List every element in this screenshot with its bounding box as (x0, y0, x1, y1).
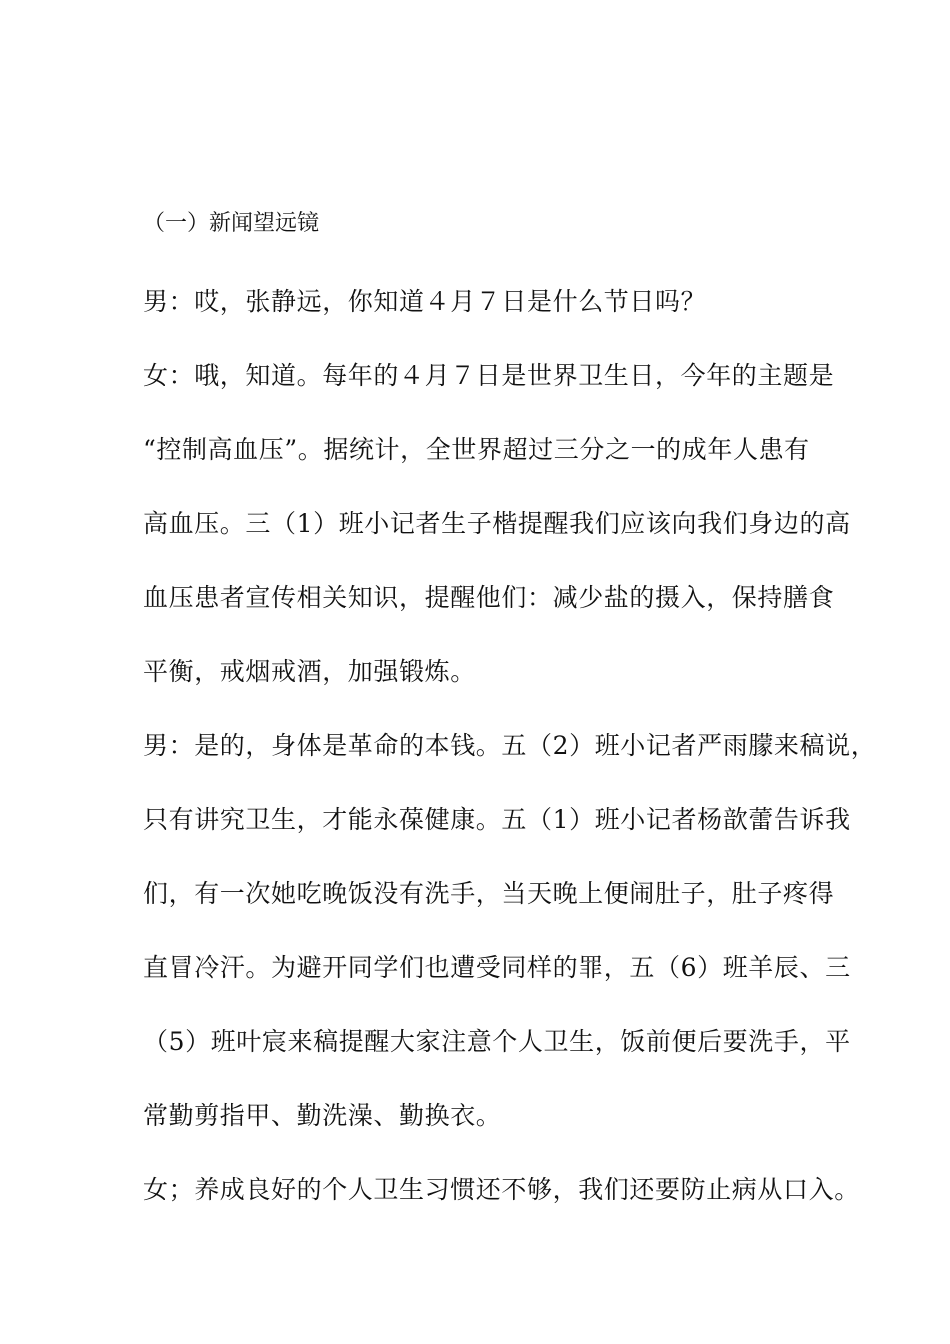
document-body (143, 204, 877, 1244)
paragraph-line-1: 男：哎，张静远，你知道４月７日是什么节日吗？ (143, 287, 707, 316)
paragraph-line-8: 只有讲究卫生，才能永葆健康。五（1）班小记者杨歆蕾告诉我 (143, 805, 851, 834)
paragraph-line-2: 女：哦，知道。每年的４月７日是世界卫生日，今年的主题是 (143, 361, 835, 390)
paragraph-line-6: 平衡，戒烟戒酒，加强锻炼。 (143, 657, 476, 686)
paragraph-line-11: （5）班叶宸来稿提醒大家注意个人卫生，饭前便后要洗手，平 (143, 1027, 851, 1056)
paragraph-line-9: 们，有一次她吃晚饭没有洗手，当天晚上便闹肚子，肚子疼得 (143, 879, 835, 908)
paragraph-line-13: 女；养成良好的个人卫生习惯还不够，我们还要防止病从口入。 (143, 1175, 860, 1204)
paragraph-line-4: 高血压。三（1）班小记者生子楷提醒我们应该向我们身边的高 (143, 509, 851, 538)
paragraph-line-5: 血压患者宣传相关知识，提醒他们：减少盐的摄入，保持膳食 (143, 583, 835, 612)
paragraph-line-12: 常勤剪指甲、勤洗澡、勤换衣。 (143, 1101, 502, 1130)
section-heading: （一）新闻望远镜 (143, 211, 320, 236)
paragraph-line-7: 男：是的，身体是革命的本钱。五（2）班小记者严雨朦来稿说， (143, 731, 877, 760)
paragraph-line-3: “控制高血压”。据统计，全世界超过三分之一的成年人患有 (143, 435, 810, 464)
paragraph-line-10: 直冒冷汗。为避开同学们也遭受同样的罪，五（6）班羊辰、三 (143, 953, 851, 982)
